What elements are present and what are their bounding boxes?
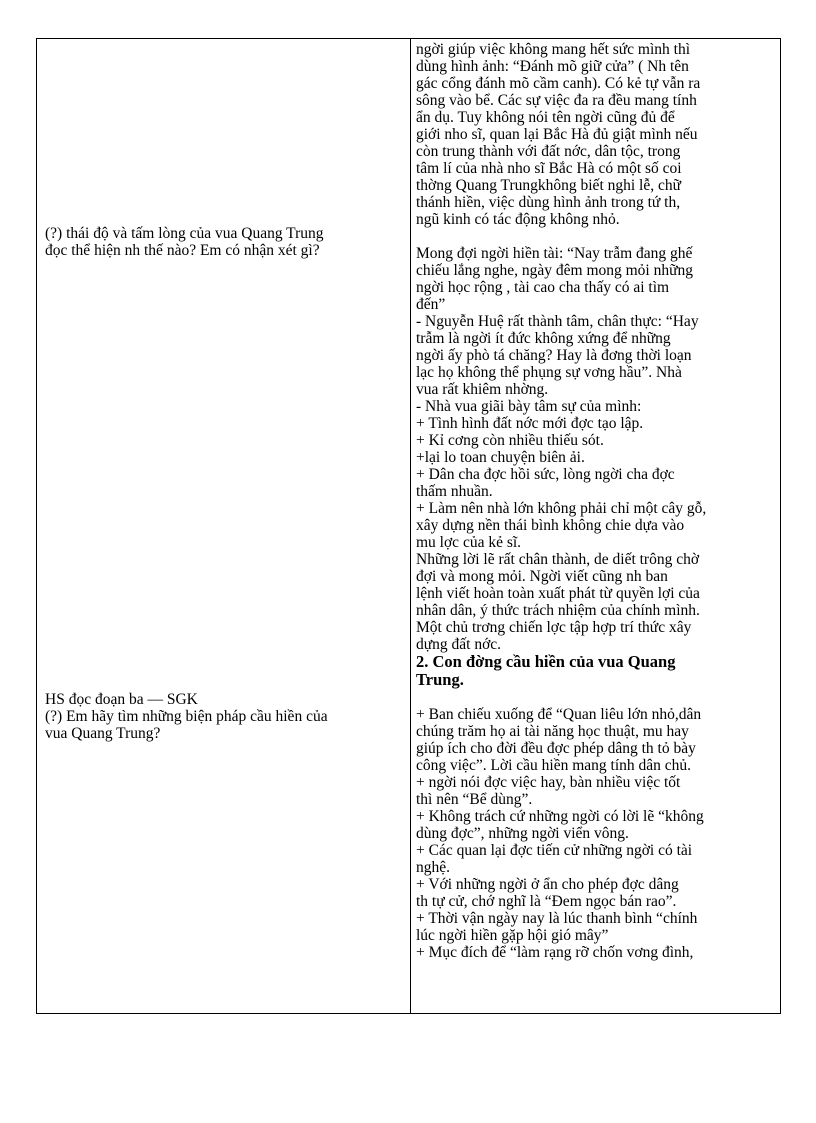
heading-line: Trung. xyxy=(416,670,464,689)
text-line: (?) Em hãy tìm những biện pháp cầu hiền của xyxy=(45,708,328,725)
text-line: xây dựng nền thái bình không chie dựa vào xyxy=(416,517,685,534)
paragraph-mong-doi xyxy=(416,245,778,653)
text-line: Những lời lẽ rất chân thành, de diết trông chờ xyxy=(416,551,700,568)
text-line: ẩn dụ. Tuy không nói tên ngời cũng đủ để xyxy=(416,109,675,126)
text-line: + ngời nói đợc việc hay, bàn nhiều việc tốt xyxy=(416,774,681,791)
text-line: + Làm nên nhà lớn không phải chỉ một cây gỗ, xyxy=(416,500,707,517)
text-line: dùng đợc”, những ngời viển vông. xyxy=(416,825,629,842)
text-line: chúng trăm họ ai tài năng học thuật, mu hay xyxy=(416,723,689,740)
text-line: + Dân cha đợc hồi sức, lòng ngời cha đợc xyxy=(416,466,675,483)
text-line: ngời ấy phò tá chăng? Hay là đơng thời loạn xyxy=(416,347,692,364)
text-line: + Không trách cứ những ngời có lời lẽ “không xyxy=(416,808,704,825)
text-line: vua Quang Trung? xyxy=(45,725,161,742)
text-line: dùng hình ảnh: “Đánh mõ giữ cửa” ( Nh tên xyxy=(416,58,689,75)
text-line: tâm lí của nhà nho sĩ Bắc Hà có một số coi xyxy=(416,160,682,177)
text-line: + Các quan lại đợc tiến cử những ngời có tài xyxy=(416,842,693,859)
text-line: mu lợc của kẻ sĩ. xyxy=(416,534,522,551)
content-table xyxy=(36,38,781,1014)
text-line: + Kỉ cơng còn nhiều thiếu sót. xyxy=(416,432,604,449)
text-line: công việc”. Lời cầu hiền mang tính dân chủ. xyxy=(416,757,692,774)
text-line: đến” xyxy=(416,296,446,313)
column-divider xyxy=(410,39,411,1013)
text-line: th tự cử, chớ nghĩ là “Đem ngọc bán rao”. xyxy=(416,893,677,910)
text-line: HS đọc đoạn ba — SGK xyxy=(45,691,198,708)
text-line: - Nguyễn Huệ rất thành tâm, chân thực: “Hay xyxy=(416,313,699,330)
text-line: nghệ. xyxy=(416,859,451,876)
text-line: đọc thể hiện nh thế nào? Em có nhận xét gì? xyxy=(45,242,320,259)
text-line: giới nho sĩ, quan lại Bắc Hà đủ giật mình nếu xyxy=(416,126,698,143)
text-line: chiếu lắng nghe, ngày đêm mong mỏi những xyxy=(416,262,694,279)
paragraph-gap xyxy=(416,228,778,245)
text-line: thấm nhuần. xyxy=(416,483,493,500)
text-line: vua rất khiêm nhờng. xyxy=(416,381,549,398)
text-line: (?) thái độ và tấm lòng của vua Quang Trung xyxy=(45,225,324,242)
paragraph-bien-phap xyxy=(416,706,778,961)
text-line: + Ban chiếu xuống để “Quan liêu lớn nhỏ,dân xyxy=(416,706,702,723)
heading-line: 2. Con đờng cầu hiền của vua Quang xyxy=(416,652,676,671)
text-line: trẫm là ngời ít đức không xứng để những xyxy=(416,330,671,347)
text-line: sông vào bể. Các sự việc đa ra đều mang tính xyxy=(416,92,697,109)
text-line: đợi và mong mỏi. Ngời viết cũng nh ban xyxy=(416,568,668,585)
paragraph-dung-hinh-anh xyxy=(416,41,778,228)
paragraph-gap xyxy=(416,689,778,706)
answer-column xyxy=(416,41,778,961)
question-bien-phap xyxy=(45,691,397,742)
text-line: lúc ngời hiền gặp hội gió mây” xyxy=(416,927,609,944)
text-line: còn trung thành với đất nớc, dân tộc, trong xyxy=(416,143,681,160)
text-line: lạc họ không thể phụng sự vơng hầu”. Nhà xyxy=(416,364,682,381)
text-line: Một chủ trơng chiến lợc tập hợp trí thức xây xyxy=(416,619,692,636)
text-line: thánh hiền, việc dùng hình ảnh trong tứ th, xyxy=(416,194,681,211)
text-line: thờng Quang Trungkhông biết nghi lễ, chữ xyxy=(416,177,682,194)
text-line: giúp ích cho đời đều đợc phép dâng th tỏ bày xyxy=(416,740,696,757)
text-line: thì nên “Bể dùng”. xyxy=(416,791,533,808)
text-line: + Mục đích để “làm rạng rỡ chốn vơng đình, xyxy=(416,944,694,961)
question-thai-do xyxy=(45,225,397,259)
text-line: +lại lo toan chuyện biên ải. xyxy=(416,449,585,466)
text-line: + Thời vận ngày nay là lúc thanh bình “chính xyxy=(416,910,698,927)
section-heading xyxy=(416,653,778,689)
text-line: + Tình hình đất nớc mới đợc tạo lập. xyxy=(416,415,644,432)
text-line: lệnh viết hoàn toàn xuất phát từ quyền lợi của xyxy=(416,585,700,602)
text-line: + Với những ngời ở ẩn cho phép đợc dâng xyxy=(416,876,679,893)
text-line: Mong đợi ngời hiền tài: “Nay trẫm đang ghế xyxy=(416,245,693,262)
text-line: - Nhà vua giãi bày tâm sự của mình: xyxy=(416,398,642,415)
text-line: ngời học rộng , tài cao cha thấy có ai tìm xyxy=(416,279,670,296)
text-line: nhân dân, ý thức trách nhiệm của chính mình. xyxy=(416,602,700,619)
text-line: gác cổng đánh mõ cầm canh). Có kẻ tự vẫn ra xyxy=(416,75,701,92)
text-line: dựng đất nớc. xyxy=(416,636,502,653)
text-line: ngời giúp việc không mang hết sức mình thì xyxy=(416,41,691,58)
text-line: ngũ kinh có tác động không nhỏ. xyxy=(416,211,620,228)
